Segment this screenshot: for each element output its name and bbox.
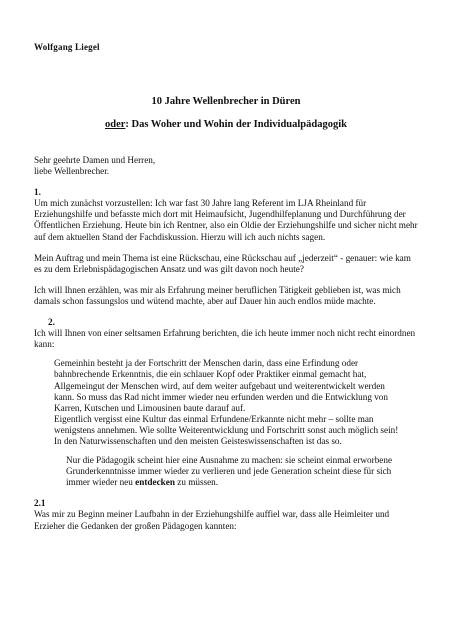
document-title: 10 Jahre Wellenbrecher in Düren [151,96,301,107]
section-1-text: Um mich zunächst vorzustellen: Ich war fast 30 Jahre lang Referent im LJA Rheinland für Erziehungshilfe und befasste mich dort mit Heimaufsicht, Jugendhilfeplanung und Durchführung der Öffentlichen Erziehung. Heute bin ich Rentner, also ein Oldie der Erziehungshilfe und sicher nicht mehr auf dem aktuellen Stand der Fachdiskussion. Hierzu will ich auch nichts sagen. [34,198,418,242]
section-2-1-text: Was mir zu Beginn meiner Laufbahn in der Erziehungshilfe auffiel war, dass alle Heimleiter und Erzieher die Gedanken der großen Pädagogen kannten: [34,509,390,531]
subtitle-rest: : Das Woher und Wohin der Individualpädagogik [125,119,347,130]
salutation-line-1: Sehr geehrte Damen und Herren, [34,155,156,165]
section-2-text: Ich will Ihnen von einer seltsamen Erfahrung berichten, die ich heute immer noch nicht recht einordnen kann: [34,328,416,350]
quote-paragraph-1: Gemeinhin besteht ja der Fortschritt der Menschen darin, dass eine Erfindung oder bahnbrechende Erkenntnis, die ein schlauer Kopf oder Praktiker einmal gemacht hat, Allgemeingut der Menschen wird, auf dem weiter aufgebaut und weiterentwickelt werden kann. So muss das Rad nicht immer wieder neu erfunden werden und die Entwicklung von Karren, Kutschen und Limousinen baute darauf auf. [54,358,388,413]
quote-paragraph-2: Eigentlich vergisst eine Kultur das einmal Erfundene/Erkannte nicht mehr – sollte man wenigstens annehmen. Wie sollte Weiterentwicklung und Fortschritt sonst auch möglich sein! In den Naturwissenschaften und den meisten Geisteswissenschaften ist das so. [54,413,399,446]
section-1-number: 1. [34,187,41,198]
document-subtitle [0,119,452,130]
document-body [34,155,418,532]
quote-p3-start: Nur die Pädagogik scheint hier eine Ausnahme zu machen: sie scheint einmal erworbene Grunderkenntnisse immer wieder zu verlieren und jede Generation scheint diese für sich immer wieder neu [66,455,393,488]
section-2-1-number: 2.1 [34,498,46,509]
quote-paragraph-3 [54,455,404,488]
section-2-number: 2. [48,317,55,328]
block-quote [34,358,404,488]
quote-p3-end: zu müssen. [174,477,219,488]
author-name: Wolfgang Liegel [34,42,100,52]
salutation-line-2: liebe Wellenbrecher. [34,166,110,177]
paragraph-erzaehlen: Ich will Ihnen erzählen, was mir als Erfahrung meiner beruflichen Tätigkeit geblieben ist, was mich damals schon fassungslos und wütend machte, aber auf Dauer hin auch endlos müde machte. [34,284,401,306]
quote-p3-emphasis: entdecken [135,477,175,488]
subtitle-underlined-word: oder [105,119,126,130]
paragraph-auftrag: Mein Auftrag und mein Thema ist eine Rückschau, eine Rückschau auf „jederzeit“ - genauer: wie kam es zu dem Erlebnispädagogischen Ansatz und was gilt davon noch heute? [34,252,411,274]
